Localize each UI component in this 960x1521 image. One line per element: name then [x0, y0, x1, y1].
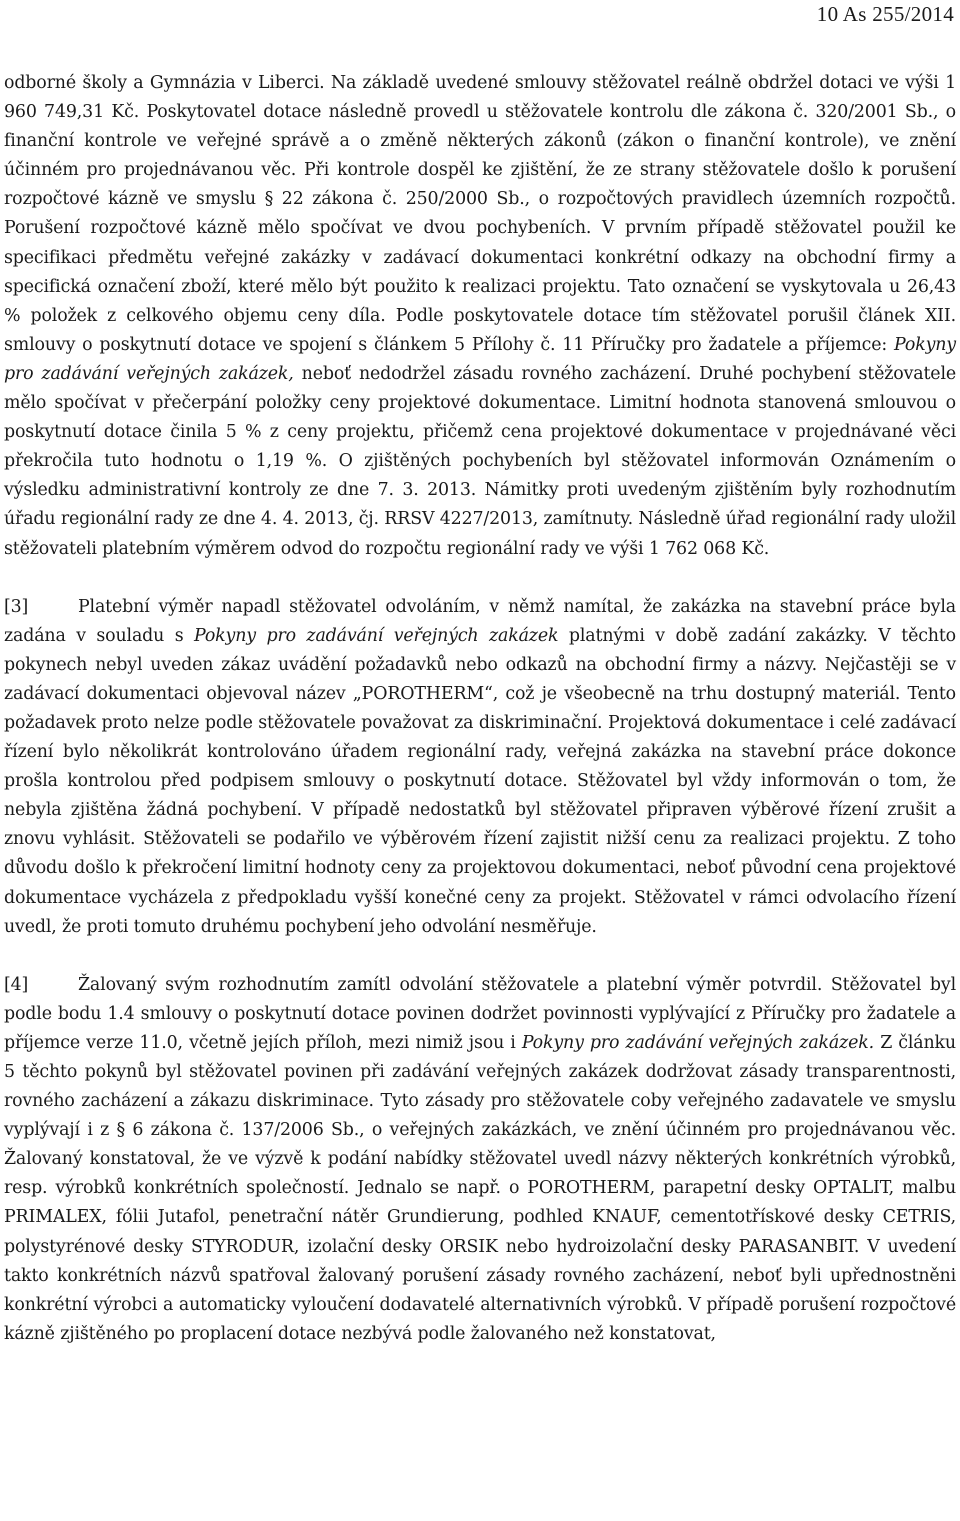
paragraph-italic-reference: Pokyny pro zadávání veřejných zakázek: [194, 625, 559, 646]
paragraph-intro: [4, 69, 956, 564]
paragraph-text: neboť nedodržel zásadu rovného zacházení. Druhé pochybení stěžovatele mělo spočívat v přečerpání položky ceny projektové dokumentace. Limitní hodnota stanovená smlouvou o poskytnutí dotace činila 5 % z ceny projektu, přičemž cena projektové dokumentace v projednávané věci překročila tuto hodnotu o 1,19 %. O zjištěných pochybeních byl stěžovatel informován Oznámením o výsledku administrativní kontroly ze dne 7. 3. 2013. Námitky proti uvedeným zjištěním byly rozhodnutím úřadu regionální rady ze dne 4. 4. 2013, čj. RRSV 4227/2013, zamítnuty. Následně úřad regionální rady uložil stěžovateli platebním výměrem odvod do rozpočtu regionální rady ve výši 1 762 068 Kč.: [4, 363, 956, 559]
paragraph-italic-reference: Pokyny pro zadávání veřejných zakázek.: [521, 1032, 875, 1053]
paragraph-text: platnými v době zadání zakázky. V těchto pokynech nebyl uveden zákaz uvádění požadavků nebo odkazů na obchodní firmy a názvy. Nejčastěji se v zadávací dokumentaci objevoval název „POROTHERM“, což je všeobecně na trhu dostupný materiál. Tento požadavek proto nelze podle stěžovatele považovat za diskriminační. Projektová dokumentace i celé zadávací řízení bylo několikrát kontrolováno úřadem regionální rady, veřejná zakázka na stavební práce dokonce prošla kontrolou před podpisem smlouvy o poskytnutí dotace. Stěžovatel byl vždy informován o tom, že nebyla zjištěna žádná pochybení. V případě nedostatků byl stěžovatel připraven výběrové řízení zrušit a znovu vyhlásit. Stěžovateli se podařilo ve výběrovém řízení zajistit nižší cenu za realizaci projektu. Z toho důvodu došlo k překročení limitní hodnoty ceny za projektovou dokumentaci, neboť původní cena projektové dokumentace vycházela z předpokladu vyšší konečné ceny za projekt. Stěžovatel v rámci odvolacího řízení uvedl, že proti tomuto druhému pochybení jeho odvolání nesměřuje.: [4, 625, 957, 937]
paragraph-text: Žalovaný svým rozhodnutím zamítl odvolání stěžovatele a platební výměr potvrdil. Stěžovatel byl podle bodu 1.4 smlouvy o poskytnutí dotace povinen dodržet povinnosti vyplývající z Příručky pro žadatele a příjemce verze 11.0, včetně jejích příloh, mezi nimiž jsou i: [4, 974, 956, 1053]
paragraph-3: [4, 593, 956, 942]
document-body: [4, 69, 956, 1349]
paragraph-text: Platební výměr napadl stěžovatel odvoláním, v němž namítal, že zakázka na stavební práce byla zadána v souladu s: [4, 596, 956, 646]
paragraph-number: [4]: [4, 974, 29, 995]
case-number: 10 As 255/2014: [816, 2, 954, 26]
paragraph-number: [3]: [4, 596, 29, 617]
paragraph-italic-reference: Pokyny pro zadávání veřejných zakázek,: [4, 334, 956, 384]
paragraph-text: Z článku 5 těchto pokynů byl stěžovatel povinen při zadávání veřejných zakázek dodržovat zásady transparentnosti, rovného zacházení a zákazu diskriminace. Tyto zásady pro stěžovatele coby veřejného zadavatele ve smyslu vyplývají i z § 6 zákona č. 137/2006 Sb., o veřejných zakázkách, ve znění účinném pro projednávanou věc. Žalovaný konstatoval, že ve výzvě k podání nabídky stěžovatel uvedl názvy některých konkrétních výrobků, resp. výrobků konkrétních společností. Jednalo se např. o POROTHERM, parapetní desky OPTALIT, malbu PRIMALEX, fólii Jutafol, penetrační nátěr Grundierung, podhled KNAUF, cementotřískové desky CETRIS, polystyrénové desky STYRODUR, izolační desky ORSIK nebo hydroizolační desky PARASANBIT. V uvedení takto konkrétních názvů spatřoval žalovaný porušení zásady rovného zacházení, neboť byli upřednostněni konkrétní výrobci a automaticky vyloučení dodavatelé alternativních výrobků. V případě porušení rozpočtové kázně zjištěného po proplacení dotace nezbývá podle žalovaného než konstatovat,: [4, 1032, 956, 1344]
paragraph-4: [4, 971, 956, 1349]
paragraph-text: odborné školy a Gymnázia v Liberci. Na základě uvedené smlouvy stěžovatel reálně obdržel dotaci ve výši 1 960 749,31 Kč. Poskytovatel dotace následně provedl u stěžovatele kontrolu dle zákona č. 320/2001 Sb., o finanční kontrole ve veřejné správě a o změně některých zákonů (zákon o finanční kontrole), ve znění účinném pro projednávanou věc. Při kontrole dospěl ke zjištění, že ze strany stěžovatele došlo k porušení rozpočtové kázně ve smyslu § 22 zákona č. 250/2000 Sb., o rozpočtových pravidlech územních rozpočtů. Porušení rozpočtové kázně mělo spočívat ve dvou pochybeních. V prvním případě stěžovatel použil ke specifikaci předmětu veřejné zakázky v zadávací dokumentaci konkrétní odkazy na obchodní firmy a specifická označení zboží, které mělo být použito k realizaci projektu. Tato označení se vyskytovala u 26,43 % položek z celkového objemu ceny díla. Podle poskytovatele dotace tím stěžovatel porušil článek XII. smlouvy o poskytnutí dotace ve spojení s článkem 5 Přílohy č. 11 Příručky pro žadatele a příjemce:: [4, 73, 956, 355]
